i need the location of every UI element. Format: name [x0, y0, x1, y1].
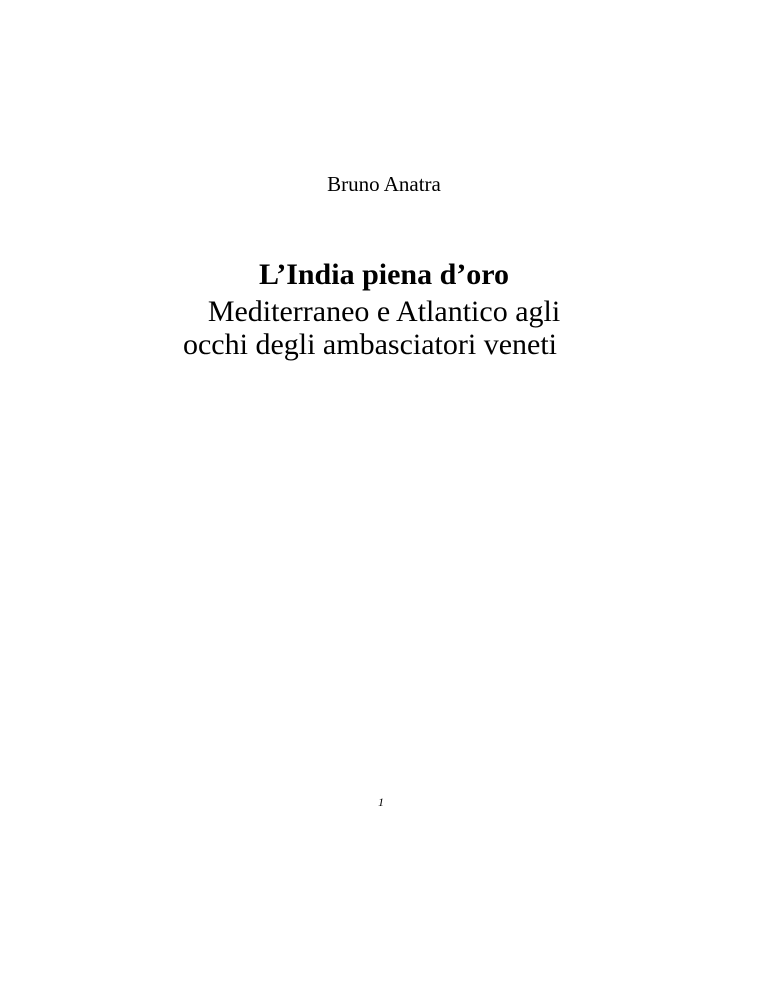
book-title: L’India piena d’oro: [258, 258, 510, 291]
author-name: Bruno Anatra: [327, 172, 441, 196]
subtitle-line-2: occhi degli ambasciatori veneti: [182, 328, 558, 361]
subtitle-line-1: Mediterraneo e Atlantico agli: [207, 295, 561, 328]
page-number: 1: [378, 795, 384, 809]
